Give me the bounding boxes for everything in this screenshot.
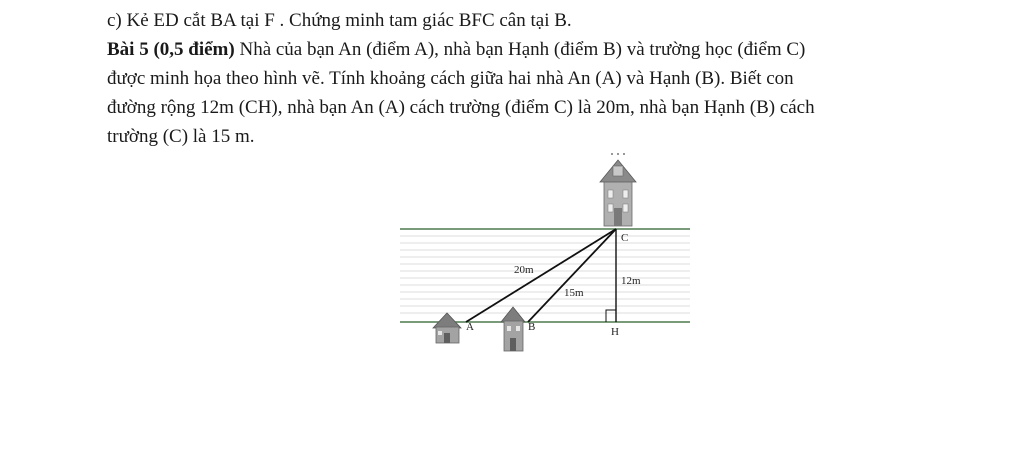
text-line-4: đường rộng 12m (CH), nhà bạn An (A) cách trường (điểm C) là 20m, nhà bạn Hạnh (B) cách [107, 97, 815, 118]
label-c: C [621, 232, 629, 244]
text-line-5: trường (C) là 15 m. [107, 126, 255, 147]
label-bc-length: 15m [564, 287, 584, 299]
road-stripes [400, 236, 690, 313]
text-line-3: được minh họa theo hình vẽ. Tính khoảng cách giữa hai nhà An (A) và Hạnh (B). Biết con [107, 68, 794, 89]
label-ac-length: 20m [514, 264, 534, 276]
house-a-icon [433, 313, 461, 343]
problem-text [107, 6, 987, 151]
right-angle-mark [606, 310, 616, 322]
school-building-icon [600, 153, 636, 226]
label-ch-length: 12m [621, 275, 641, 287]
label-h: H [611, 326, 619, 338]
label-b: B [528, 321, 536, 333]
figure-svg [395, 150, 700, 360]
geometry-figure [395, 150, 700, 360]
text-line-2 [107, 35, 987, 64]
label-a: A [466, 321, 474, 333]
house-b-icon [501, 307, 525, 351]
text-line-1: c) Kẻ ED cắt BA tại F . Chứng minh tam giác BFC cân tại B. [107, 10, 572, 31]
problem-heading: Bài 5 (0,5 điểm) [107, 39, 235, 60]
text-line-2-rest: Nhà của bạn An (điểm A), nhà bạn Hạnh (điểm B) và trường học (điểm C) [234, 39, 806, 60]
